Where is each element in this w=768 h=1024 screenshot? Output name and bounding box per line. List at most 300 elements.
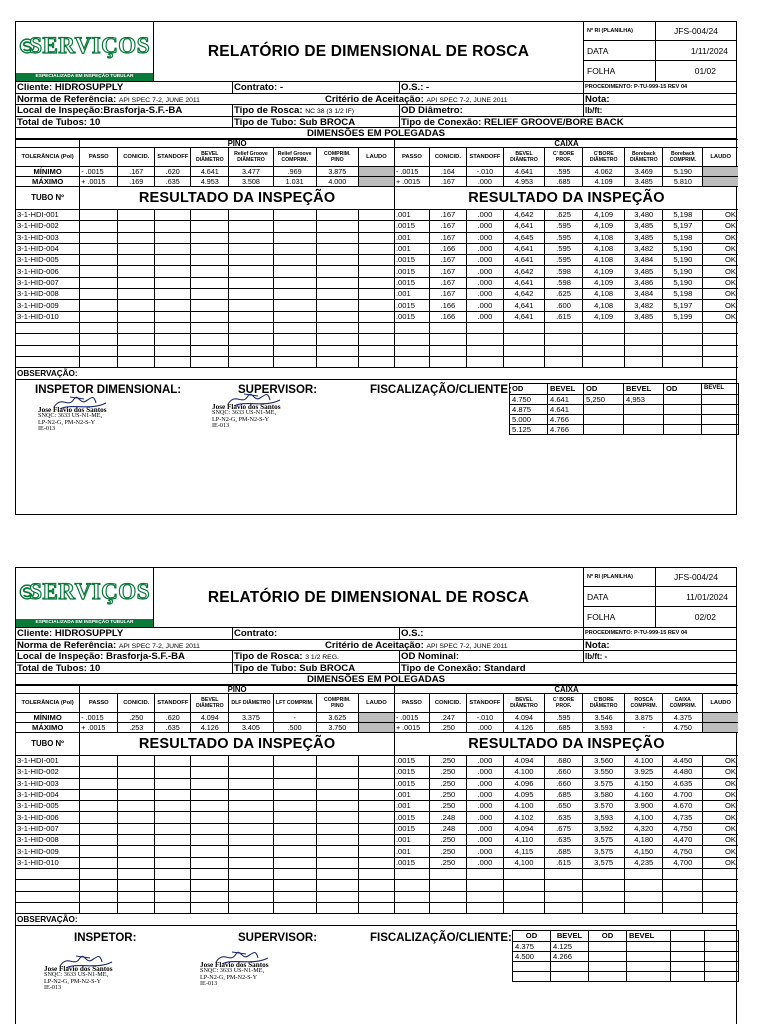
caixa-cell	[625, 902, 663, 913]
caixa-cell: 3,485	[625, 221, 663, 232]
laudo-cell	[703, 334, 738, 345]
caixa-cell	[545, 322, 583, 333]
pino-cell	[118, 778, 155, 789]
caixa-cell	[663, 334, 703, 345]
pino-cell	[191, 778, 229, 789]
pino-cell	[358, 880, 394, 891]
caixa-cell: .167	[429, 232, 466, 243]
pino-cell	[316, 345, 358, 356]
pino-cell	[358, 255, 394, 266]
caixa-cell: 4,108	[583, 243, 625, 254]
pino-cell	[273, 891, 316, 902]
caixa-cell: 4.150	[625, 778, 663, 789]
caixa-cell	[394, 322, 429, 333]
caixa-cell	[583, 868, 625, 879]
table-row	[16, 868, 738, 879]
caixa-cell: 4,645	[503, 232, 544, 243]
caixa-cell: 3,575	[583, 835, 625, 846]
pino-cell	[191, 232, 229, 243]
pino-group-label: PINO	[80, 140, 395, 148]
table-row	[16, 345, 738, 356]
pino-cell	[229, 778, 273, 789]
tube-id	[16, 891, 80, 902]
pino-cell	[191, 891, 229, 902]
caixa-cell: 4.095	[503, 789, 544, 800]
pino-cell	[80, 756, 118, 767]
caixa-cell: 4,180	[625, 835, 663, 846]
caixa-cell: .600	[545, 300, 583, 311]
tube-id: 3-1-HID-006	[16, 812, 80, 823]
pino-cell	[155, 210, 191, 221]
report-header	[16, 568, 736, 628]
supervisor-stamp: Jose Flavio dos Santos SNQC: 3633 US-N1-ME, LP-N2-G, PM-N2-S-Y IE-013	[200, 952, 350, 988]
caixa-cell: 4.700	[663, 789, 703, 800]
caixa-cell: .167	[429, 255, 466, 266]
caixa-cell	[466, 345, 503, 356]
table-row	[16, 778, 738, 789]
caixa-cell: .625	[545, 289, 583, 300]
caixa-cell	[429, 345, 466, 356]
caixa-cell: 3,593	[583, 812, 625, 823]
os-field: O.S.:	[401, 628, 424, 639]
pino-cell	[191, 868, 229, 879]
pino-cell	[118, 823, 155, 834]
pino-cell	[229, 221, 273, 232]
rosca-value: NC 38 (3 1/2 IF)	[305, 108, 354, 115]
pino-cell	[80, 846, 118, 857]
tube-id: 3-1-HID-003	[16, 232, 80, 243]
tube-id: 3-1-HID-009	[16, 846, 80, 857]
caixa-cell: .166	[429, 300, 466, 311]
pino-cell	[191, 356, 229, 367]
caixa-cell: .167	[429, 210, 466, 221]
caixa-cell: 3.900	[625, 801, 663, 812]
supervisor-label: SUPERVISOR:	[238, 932, 318, 945]
pino-cell	[118, 277, 155, 288]
caixa-cell	[394, 334, 429, 345]
pino-cell	[118, 767, 155, 778]
caixa-cell	[394, 345, 429, 356]
caixa-cell	[625, 356, 663, 367]
tube-id: 3-1-HDI-001	[16, 210, 80, 221]
caixa-cell: 3,486	[625, 277, 663, 288]
rosca-label: Tipo de Rosca:	[234, 651, 303, 662]
pino-cell	[118, 311, 155, 322]
os-field: O.S.: -	[401, 82, 430, 93]
pino-cell	[358, 221, 394, 232]
table-row	[16, 857, 738, 868]
pino-cell	[358, 356, 394, 367]
pino-cell	[273, 857, 316, 868]
pino-cell	[316, 778, 358, 789]
caixa-cell: .000	[466, 801, 503, 812]
pino-cell	[229, 801, 273, 812]
pino-cell	[80, 277, 118, 288]
pino-cell	[155, 789, 191, 800]
dimensions-title: DIMENSÕES EM POLEGADAS	[16, 128, 736, 139]
pino-cell	[191, 756, 229, 767]
tube-id: 3-1-HID-008	[16, 835, 80, 846]
pino-cell	[191, 823, 229, 834]
pino-cell	[316, 902, 358, 913]
pino-cell	[229, 891, 273, 902]
tolerance-label: TOLERÂNCIA (Pol)	[16, 694, 80, 713]
caixa-cell: .0015	[394, 221, 429, 232]
table-row	[16, 266, 738, 277]
pino-cell	[273, 221, 316, 232]
caixa-cell: 4,320	[625, 823, 663, 834]
pino-cell	[358, 846, 394, 857]
laudo-cell: OK	[703, 835, 738, 846]
pino-cell	[316, 767, 358, 778]
caixa-cell: .166	[429, 243, 466, 254]
pino-cell	[155, 778, 191, 789]
pino-cell	[155, 868, 191, 879]
pino-cell	[316, 789, 358, 800]
pino-cell	[273, 334, 316, 345]
caixa-cell: .660	[545, 767, 583, 778]
client-field: Cliente: HIDROSUPPLY	[17, 82, 124, 93]
pino-cell	[316, 846, 358, 857]
caixa-cell	[663, 880, 703, 891]
sheet-number: 01/02	[694, 66, 716, 76]
caixa-cell: .000	[466, 789, 503, 800]
tube-id: 3-1-HID-005	[16, 255, 80, 266]
caixa-cell	[503, 322, 544, 333]
pino-cell	[316, 277, 358, 288]
caixa-cell: .001	[394, 846, 429, 857]
caixa-cell: .000	[466, 266, 503, 277]
laudo-cell: OK	[703, 846, 738, 857]
pino-cell	[358, 289, 394, 300]
pino-cell	[118, 868, 155, 879]
caixa-cell: 5,190	[663, 266, 703, 277]
table-row	[16, 311, 738, 322]
pino-cell	[191, 880, 229, 891]
table-row	[16, 891, 738, 902]
caixa-cell: 3.925	[625, 767, 663, 778]
caixa-cell: .001	[394, 243, 429, 254]
caixa-cell: .000	[466, 221, 503, 232]
contract-field: Contrato: -	[234, 82, 284, 93]
laudo-cell	[703, 322, 738, 333]
company-logo: SERVIÇOS ESPECIALIZADA EM INSPEÇÃO TUBULAR	[16, 568, 154, 627]
pino-cell	[118, 255, 155, 266]
caixa-cell: 5,197	[663, 221, 703, 232]
pino-cell	[229, 322, 273, 333]
laudo-cell	[703, 891, 738, 902]
pino-cell	[118, 322, 155, 333]
pino-cell	[80, 857, 118, 868]
tube-id	[16, 868, 80, 879]
caixa-cell: .167	[429, 289, 466, 300]
pino-cell	[191, 255, 229, 266]
pino-cell	[155, 767, 191, 778]
caixa-cell: 5,199	[663, 311, 703, 322]
pino-cell	[80, 210, 118, 221]
caixa-result-title: RESULTADO DA INSPEÇÃO	[394, 187, 738, 210]
pino-cell	[118, 812, 155, 823]
caixa-cell	[503, 880, 544, 891]
fiscalizacao-label: FISCALIZAÇÃO/CLIENTE:	[370, 932, 512, 945]
caixa-cell: 3,592	[583, 823, 625, 834]
caixa-cell	[394, 891, 429, 902]
caixa-cell: .000	[466, 812, 503, 823]
pino-cell	[229, 767, 273, 778]
caixa-cell: 4,470	[663, 835, 703, 846]
pino-cell	[155, 334, 191, 345]
column-headers: TOLERÂNCIA (Pol) PASSO CONICID. STANDOFF BEVEL DIÂMETRO Relief Groove DIÂMETRO Relief Groove COMPRIM. COMPRIM. PINO LAUDO PASSO CONICID. STANDOFF BEVEL DIÂMETRO C' BORE PROF. C'BORE DIÂMETRO Boreback DIÂMETRO Boreback COMPRIM. LAUDO	[16, 148, 738, 167]
laudo-cell: OK	[703, 823, 738, 834]
pino-cell	[229, 868, 273, 879]
caixa-cell: .0015	[394, 756, 429, 767]
caixa-cell	[503, 902, 544, 913]
caixa-cell: .0015	[394, 812, 429, 823]
caixa-cell	[429, 868, 466, 879]
caixa-cell: .650	[545, 801, 583, 812]
laudo-cell	[703, 868, 738, 879]
caixa-cell	[583, 880, 625, 891]
caixa-cell	[503, 868, 544, 879]
pino-cell	[358, 778, 394, 789]
table-row	[16, 801, 738, 812]
caixa-cell: 3,485	[625, 311, 663, 322]
pino-cell	[273, 801, 316, 812]
pino-cell	[118, 857, 155, 868]
lbft-field: lb/ft: -	[585, 652, 608, 661]
pino-cell	[155, 891, 191, 902]
pino-cell	[316, 300, 358, 311]
caixa-cell	[663, 322, 703, 333]
laudo-cell	[703, 902, 738, 913]
pino-cell	[273, 322, 316, 333]
norma-value: API SPEC 7-2, JUNE 2011	[118, 642, 200, 650]
pino-cell	[358, 756, 394, 767]
total-tubes-field: Total de Tubos: 10	[17, 116, 101, 128]
caixa-cell: .0015	[394, 778, 429, 789]
table-row	[16, 835, 738, 846]
laudo-cell: OK	[703, 767, 738, 778]
caixa-cell: 3,485	[625, 232, 663, 243]
tube-id	[16, 322, 80, 333]
laudo-cell: OK	[703, 221, 738, 232]
caixa-cell: 3,482	[625, 300, 663, 311]
caixa-cell: .000	[466, 289, 503, 300]
pino-cell	[80, 902, 118, 913]
caixa-cell	[466, 880, 503, 891]
pino-cell	[118, 300, 155, 311]
pino-cell	[273, 767, 316, 778]
caixa-cell: .660	[545, 778, 583, 789]
laudo-cell: OK	[703, 266, 738, 277]
caixa-cell: 4,750	[663, 823, 703, 834]
caixa-cell: .0015	[394, 277, 429, 288]
table-row	[16, 289, 738, 300]
pino-cell	[358, 210, 394, 221]
pino-cell	[273, 277, 316, 288]
signature-area	[16, 926, 736, 1006]
caixa-cell: .635	[545, 835, 583, 846]
pino-cell	[191, 345, 229, 356]
laudo-cell: OK	[703, 801, 738, 812]
inspector-stamp: Jose Flavio dos Santos SNQC: 3633 US-N1-ME, LP-N2-G, PM-N2-S-Y IE-013	[38, 397, 188, 433]
caixa-cell: 4,109	[583, 221, 625, 232]
caixa-cell	[503, 356, 544, 367]
pino-cell	[358, 243, 394, 254]
caixa-cell: .167	[429, 277, 466, 288]
laudo-cell: OK	[703, 232, 738, 243]
caixa-cell: 4.100	[625, 756, 663, 767]
pino-cell	[191, 266, 229, 277]
pino-cell	[191, 311, 229, 322]
caixa-cell	[663, 345, 703, 356]
pino-cell	[191, 322, 229, 333]
criterio-label: Critério de Aceitação:	[325, 93, 424, 105]
pino-cell	[273, 778, 316, 789]
pino-cell	[358, 823, 394, 834]
pino-cell	[191, 221, 229, 232]
pino-cell	[155, 322, 191, 333]
pino-cell	[316, 232, 358, 243]
pino-cell	[229, 823, 273, 834]
caixa-cell: 3,484	[625, 289, 663, 300]
laudo-cell: OK	[703, 255, 738, 266]
caixa-cell: 5,190	[663, 243, 703, 254]
pino-cell	[118, 846, 155, 857]
table-row	[16, 756, 738, 767]
caixa-cell	[394, 868, 429, 879]
caixa-cell: .685	[545, 846, 583, 857]
caixa-cell: .680	[545, 756, 583, 767]
dimension-table	[16, 139, 738, 368]
caixa-cell: 4,108	[583, 255, 625, 266]
pino-cell	[118, 210, 155, 221]
pino-group-label: PINO	[80, 686, 395, 694]
caixa-cell: .685	[545, 789, 583, 800]
pino-cell	[80, 289, 118, 300]
caixa-cell: 4,642	[503, 289, 544, 300]
pino-cell	[273, 789, 316, 800]
pino-cell	[316, 266, 358, 277]
pino-cell	[155, 756, 191, 767]
caixa-cell: .000	[466, 767, 503, 778]
report-header	[16, 22, 736, 82]
table-row	[16, 322, 738, 333]
caixa-cell: 3.550	[583, 767, 625, 778]
caixa-cell: 4,700	[663, 857, 703, 868]
pino-cell	[316, 311, 358, 322]
caixa-cell: 3.580	[583, 789, 625, 800]
caixa-cell: 3,480	[625, 210, 663, 221]
pino-cell	[80, 322, 118, 333]
table-row	[16, 300, 738, 311]
pino-cell	[155, 801, 191, 812]
caixa-cell: 4.100	[503, 801, 544, 812]
caixa-cell: .595	[545, 243, 583, 254]
caixa-cell	[394, 902, 429, 913]
pino-cell	[229, 243, 273, 254]
pino-cell	[118, 232, 155, 243]
caixa-cell: 5,190	[663, 277, 703, 288]
pino-cell	[191, 812, 229, 823]
caixa-cell	[429, 322, 466, 333]
pino-cell	[273, 823, 316, 834]
caixa-cell: 4.480	[663, 767, 703, 778]
table-row	[16, 277, 738, 288]
table-row	[16, 210, 738, 221]
minimum-row: MÍNIMO - .0015 .167 .620 4.641 3.477 .969 3.875 - .0015 .164 -.010 4.641 .595 4.062 3.469 5.190	[16, 167, 738, 177]
caixa-cell: .0015	[394, 255, 429, 266]
procedure-field: PROCEDIMENTO: P-TU-999-15 REV 04	[584, 82, 736, 94]
pino-cell	[118, 801, 155, 812]
pino-cell	[118, 789, 155, 800]
connection-type-field: Tipo de Conexão: Standard	[401, 662, 526, 674]
pino-cell	[155, 289, 191, 300]
tube-id: 3-1-HID-004	[16, 243, 80, 254]
caixa-cell: .001	[394, 289, 429, 300]
norma-label: Norma de Referência:	[17, 639, 117, 651]
observation-field: OBSERVAÇÃO:	[16, 368, 736, 380]
caixa-cell: .250	[429, 767, 466, 778]
table-row	[16, 812, 738, 823]
od-field: OD Diâmetro:	[401, 105, 463, 116]
pino-cell	[80, 243, 118, 254]
pino-cell	[358, 857, 394, 868]
tube-id	[16, 902, 80, 913]
pino-cell	[273, 756, 316, 767]
caixa-cell: .0015	[394, 823, 429, 834]
caixa-cell: .001	[394, 801, 429, 812]
caixa-cell	[466, 356, 503, 367]
tube-id: 3-1-HID-010	[16, 311, 80, 322]
caixa-cell	[466, 322, 503, 333]
pino-cell	[358, 868, 394, 879]
caixa-cell	[503, 891, 544, 902]
caixa-cell: .595	[545, 255, 583, 266]
caixa-cell: 4,735	[663, 812, 703, 823]
pino-cell	[316, 835, 358, 846]
caixa-cell: .595	[545, 221, 583, 232]
laudo-cell: OK	[703, 812, 738, 823]
caixa-cell: 4,108	[583, 300, 625, 311]
pino-cell	[80, 300, 118, 311]
caixa-cell	[394, 880, 429, 891]
tube-type-field: Tipo de Tubo: Sub BROCA	[234, 662, 356, 674]
pino-cell	[358, 891, 394, 902]
maximum-row: MÁXIMO + .0015 .253 .635 4.126 3.405 .500 3.750 + .0015 .250 .000 4.126 .685 3.593 - 4.750	[16, 723, 738, 733]
pino-result-title: RESULTADO DA INSPEÇÃO	[80, 733, 395, 756]
caixa-cell: 4,109	[583, 277, 625, 288]
caixa-cell: .0015	[394, 311, 429, 322]
pino-cell	[80, 801, 118, 812]
table-row	[16, 243, 738, 254]
pino-cell	[358, 767, 394, 778]
tube-id	[16, 334, 80, 345]
caixa-cell: .0015	[394, 767, 429, 778]
inspector-label: INSPETOR:	[74, 932, 137, 945]
result-header-row: TUBO Nº RESULTADO DA INSPEÇÃO RESULTADO DA INSPEÇÃO	[16, 733, 738, 756]
caixa-cell: 4.102	[503, 812, 544, 823]
tube-id	[16, 356, 80, 367]
pino-cell	[273, 266, 316, 277]
pino-cell	[358, 232, 394, 243]
caixa-cell: 5,197	[663, 300, 703, 311]
table-row	[16, 846, 738, 857]
pino-cell	[191, 789, 229, 800]
table-row	[16, 823, 738, 834]
pino-cell	[358, 322, 394, 333]
pino-cell	[229, 311, 273, 322]
